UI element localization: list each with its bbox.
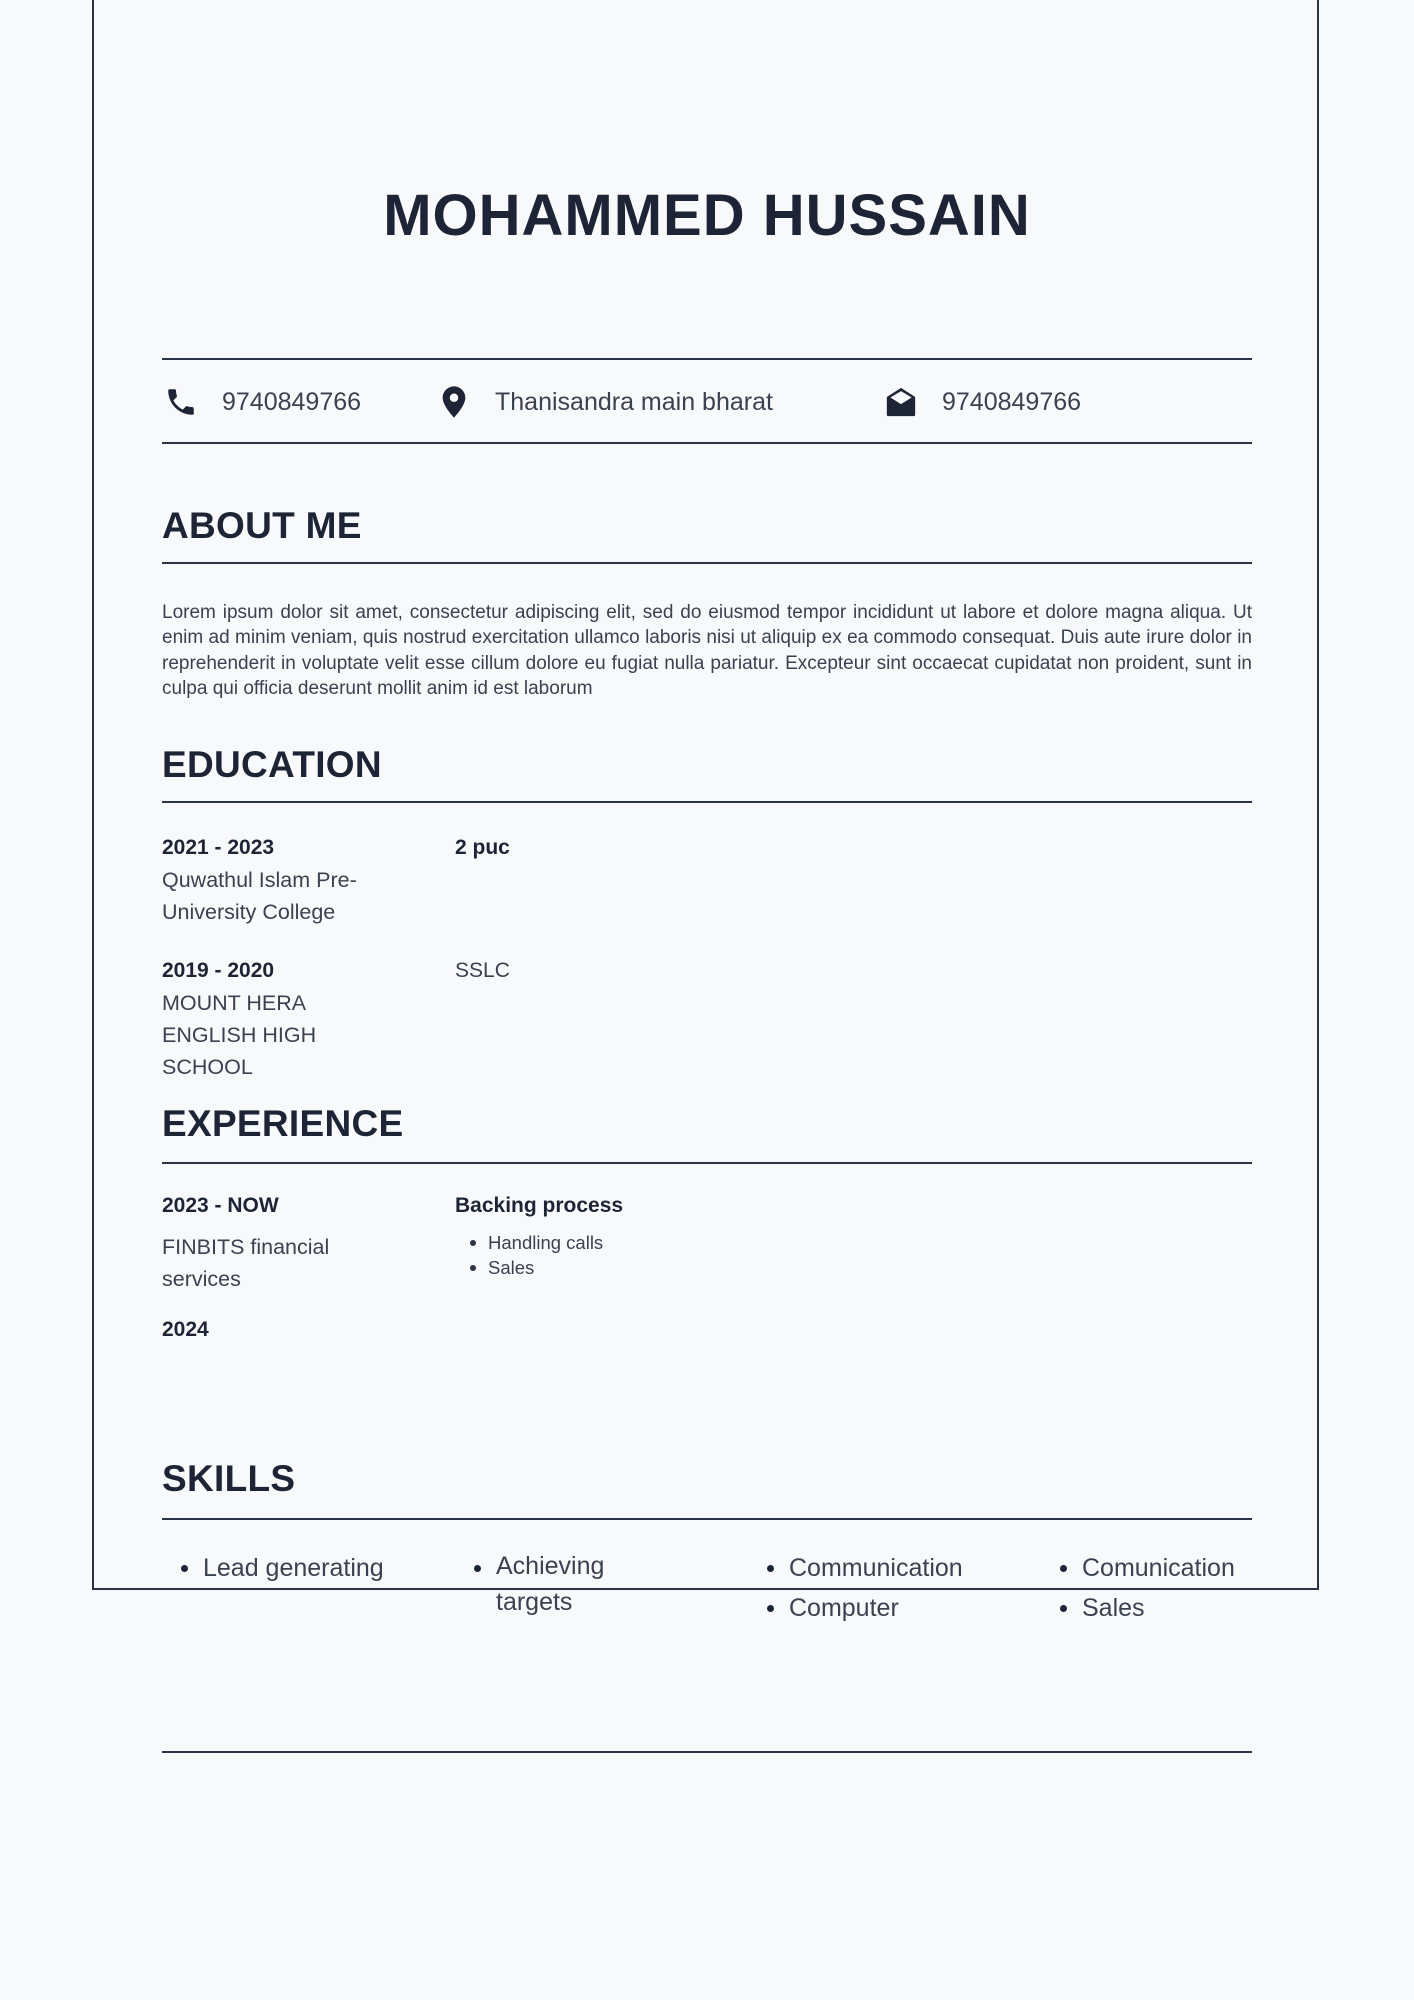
- experience-years: 2023 - NOW: [162, 1194, 279, 1217]
- skills-column: [181, 1548, 384, 1588]
- experience-duties-list: [470, 1230, 603, 1280]
- education-degree: SSLC: [455, 959, 510, 982]
- about-divider: [162, 562, 1252, 564]
- phone-number: 9740849766: [222, 387, 362, 416]
- phone-icon: [164, 382, 198, 422]
- address-text: Thanisandra main bharat: [495, 387, 773, 416]
- skills-column: [474, 1548, 676, 1620]
- duty-item: Sales: [470, 1255, 603, 1280]
- contact-phone: [164, 380, 361, 424]
- email-text: 9740849766: [942, 387, 1082, 416]
- contact-address: [437, 380, 773, 424]
- skills-divider: [162, 1518, 1252, 1520]
- education-years: 2021 - 2023: [162, 836, 275, 859]
- skills-heading: SKILLS: [162, 1458, 296, 1499]
- education-heading: EDUCATION: [162, 744, 382, 785]
- skills-column: [1060, 1548, 1235, 1628]
- education-institution: MOUNT HERA ENGLISH HIGH SCHOOL: [162, 991, 317, 1079]
- education-divider: [162, 801, 1252, 803]
- education-institution: Quwathul Islam Pre-University College: [162, 868, 357, 924]
- duty-item: Handling calls: [470, 1230, 603, 1255]
- contact-top-divider: [162, 358, 1252, 360]
- envelope-open-icon: [884, 382, 918, 422]
- experience-end-year: 2024: [162, 1318, 209, 1341]
- education-degree: 2 puc: [455, 836, 510, 859]
- about-paragraph: Lorem ipsum dolor sit amet, consectetur adipiscing elit, sed do eiusmod tempor incididunt ut labore et dolore magna aliqua. Ut enim ad minim veniam, quis nostrud exercitation ullamco laboris nisi ut aliquip ex ea commodo consequat. Duis aute irure dolor in reprehenderit in voluptate velit esse cillum dolore eu fugiat nulla pariatur. Excepteur sint occaecat cupidatat non proident, sunt in culpa qui officia deserunt mollit anim id est laborum: [162, 602, 1252, 699]
- experience-divider: [162, 1162, 1252, 1164]
- experience-company: FINBITS financial services: [162, 1235, 330, 1291]
- skill-item: Communication: [767, 1548, 963, 1588]
- experience-heading: EXPERIENCE: [162, 1103, 404, 1144]
- about-heading: ABOUT ME: [162, 505, 362, 546]
- contact-email: [884, 380, 1081, 424]
- skill-item: Achieving targets: [474, 1548, 676, 1620]
- map-pin-icon: [437, 382, 471, 422]
- skill-item: Comunication: [1060, 1548, 1235, 1588]
- skills-column: [767, 1548, 963, 1628]
- skill-item: Computer: [767, 1588, 963, 1628]
- footer-divider: [162, 1751, 1252, 1753]
- contact-bottom-divider: [162, 442, 1252, 444]
- resume-name: MOHAMMED HUSSAIN: [383, 183, 1031, 248]
- skill-item: Sales: [1060, 1588, 1235, 1628]
- education-years: 2019 - 2020: [162, 959, 275, 982]
- skill-item: Lead generating: [181, 1548, 384, 1588]
- experience-role: Backing process: [455, 1194, 624, 1217]
